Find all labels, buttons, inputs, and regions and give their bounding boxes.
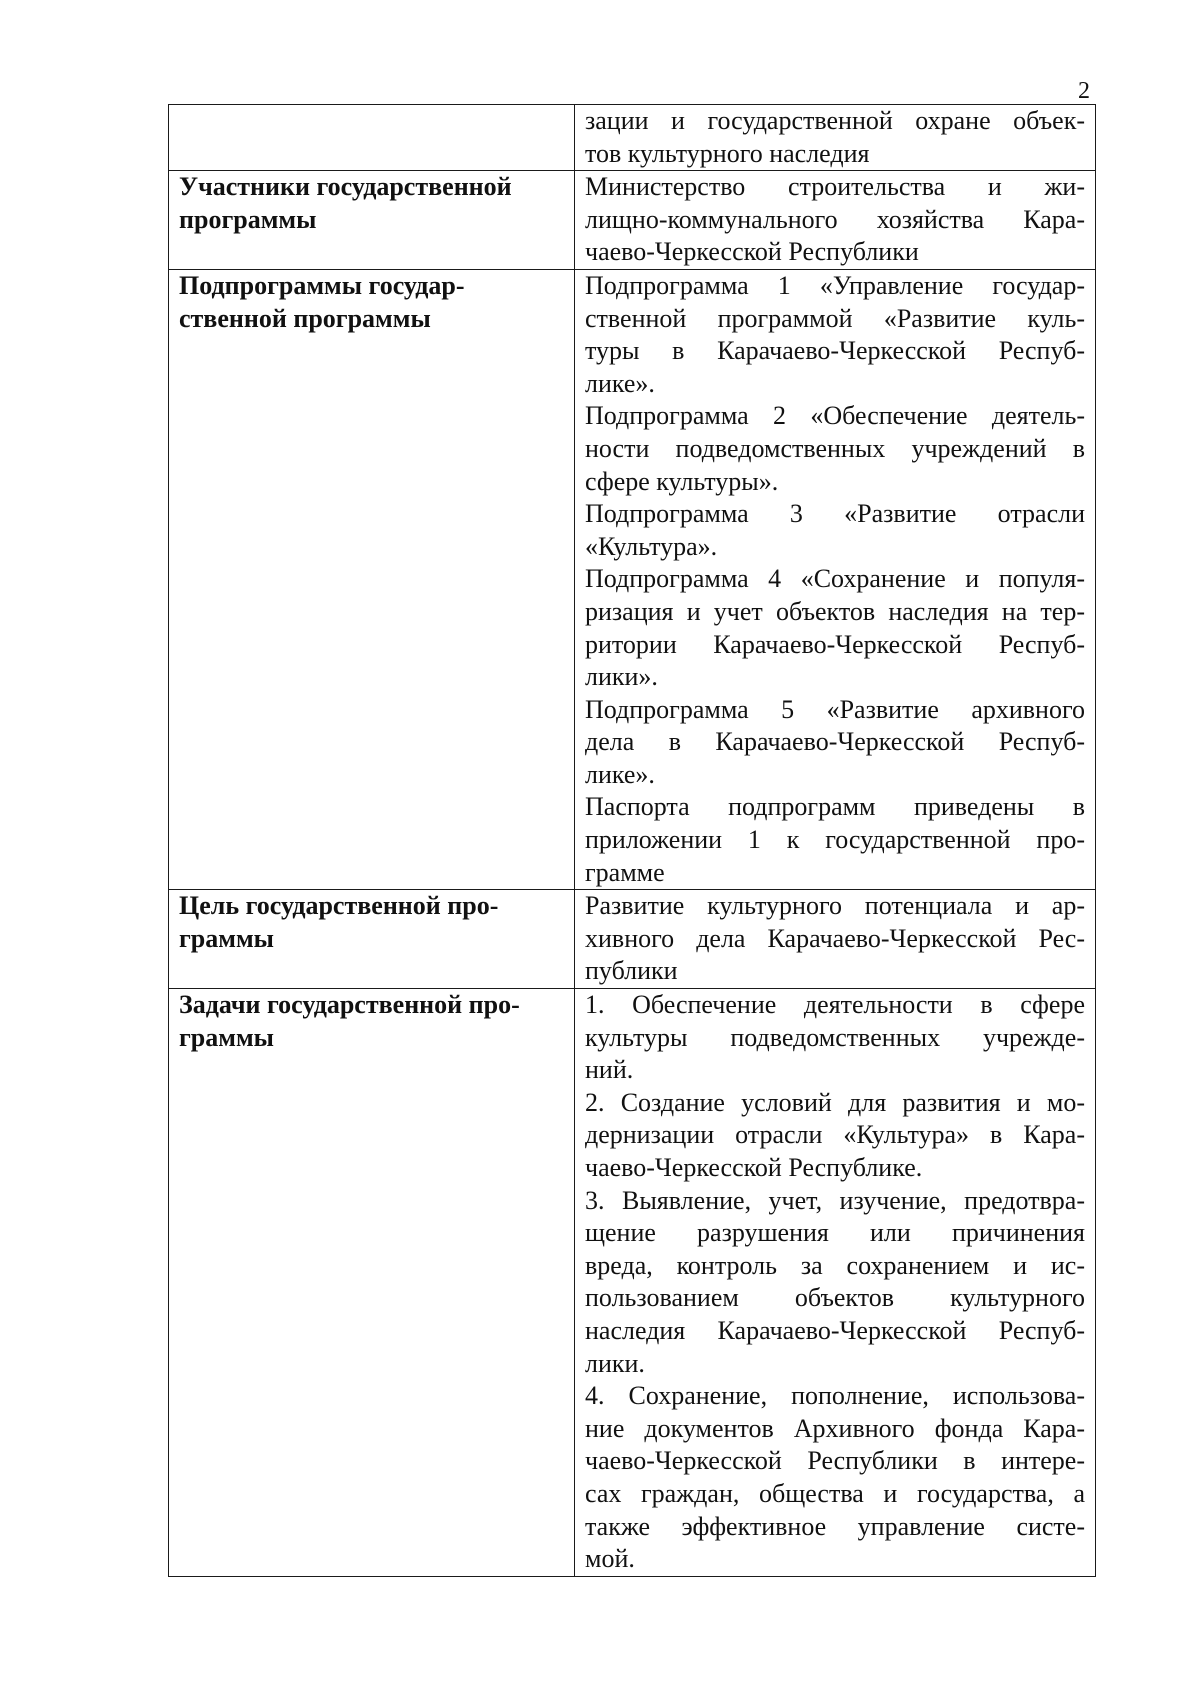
row-value-line: дела в Карачаево-Черкесской Респуб- — [585, 727, 1085, 757]
row-value-line: ние документов Архивного фонда Кара- — [585, 1413, 1085, 1443]
row-value-line: лике». — [585, 368, 655, 398]
row-value-line: 2. Создание условий для развития и мо- — [585, 1087, 1085, 1117]
row-goal — [169, 890, 1096, 989]
row-value-line: зации и государственной охране объек- — [585, 106, 1085, 135]
row-tasks — [169, 989, 1096, 1577]
row-value-line: 1. Обеспечение деятельности в сфере — [585, 990, 1085, 1020]
row-value-line: Подпрограмма 3 «Развитие отрасли — [585, 499, 1085, 529]
row-value-line: Паспорта подпрограмм приведены в — [585, 792, 1085, 822]
row-value-line: лике». — [585, 759, 655, 789]
row-value-line: туры в Карачаево-Черкесской Респуб- — [585, 336, 1085, 366]
row-value-line: дернизации отрасли «Культура» в Кара- — [585, 1120, 1085, 1150]
row-value-line: ности подведомственных учреждений в — [585, 433, 1085, 463]
row-value-line: хивного дела Карачаево-Черкесской Рес- — [585, 923, 1085, 953]
row-label-line: ственной программы — [179, 303, 431, 333]
row-value-cell — [575, 989, 1096, 1577]
row-value-line: 3. Выявление, учет, изучение, предотвра- — [585, 1185, 1085, 1215]
row-value-line: 4. Сохранение, пополнение, использова- — [585, 1381, 1085, 1411]
row-label-line: Задачи государственной про- — [179, 990, 520, 1020]
row-label-cell — [169, 105, 575, 171]
row-value-line: приложении 1 к государственной про- — [585, 825, 1085, 855]
page-number: 2 — [1078, 78, 1090, 104]
row-value-line: Подпрограмма 1 «Управление государ- — [585, 270, 1085, 300]
row-value-line: чаево-Черкесской Республике. — [585, 1153, 923, 1182]
row-value-line: мой. — [585, 1544, 635, 1574]
row-value-line: лищно-коммунального хозяйства Кара- — [585, 204, 1085, 234]
row-value-cell — [575, 105, 1096, 171]
row-value-cell — [575, 890, 1096, 989]
row-value-line: Подпрограмма 4 «Сохранение и популя- — [585, 564, 1085, 594]
row-value-cell — [575, 171, 1096, 270]
row-label-cell — [169, 890, 575, 989]
row-value-line: чаево-Черкесской Республики — [585, 237, 919, 267]
row-value-line: щение разрушения или причинения — [585, 1218, 1085, 1248]
row-label-line: Участники государственной — [179, 172, 512, 202]
program-passport-table — [168, 104, 1096, 1577]
row-value-line: культуры подведомственных учрежде- — [585, 1022, 1085, 1052]
row-value-line: Подпрограмма 5 «Развитие архивного — [585, 694, 1085, 724]
row-value-line: сфере культуры». — [585, 466, 779, 496]
row-value-line: «Культура». — [585, 531, 718, 561]
row-subprograms — [169, 269, 1096, 889]
row-label-cell — [169, 171, 575, 270]
row-value-line: Подпрограмма 2 «Обеспечение деятель- — [585, 401, 1085, 431]
row-value-line: сах граждан, общества и государства, а — [585, 1478, 1085, 1508]
row-value-line: Развитие культурного потенциала и ар- — [585, 891, 1085, 921]
row-value-line: ритории Карачаево-Черкесской Респуб- — [585, 629, 1085, 659]
row-label-line: Цель государственной про- — [179, 891, 499, 921]
row-value-line: тов культурного наследия — [585, 138, 870, 168]
row-label-line: граммы — [179, 1022, 274, 1052]
row-value-line: лики». — [585, 662, 658, 692]
row-implementer-continued — [169, 105, 1096, 171]
row-value-cell — [575, 269, 1096, 889]
row-value-line: чаево-Черкесской Республики в интере- — [585, 1446, 1085, 1476]
row-value-line: наследия Карачаево-Черкесской Респуб- — [585, 1315, 1085, 1345]
row-label-cell — [169, 269, 575, 889]
row-value-line: ний. — [585, 1055, 634, 1085]
row-label-line: граммы — [179, 923, 274, 953]
program-passport-table-body — [169, 105, 1096, 1577]
row-value-line: ризация и учет объектов наследия на тер- — [585, 596, 1085, 626]
row-value-line: ственной программой «Развитие куль- — [585, 303, 1085, 333]
row-value-line: лики. — [585, 1348, 645, 1378]
row-label-line: Подпрограммы государ- — [179, 270, 465, 300]
row-value-line: вреда, контроль за сохранением и ис- — [585, 1250, 1085, 1280]
row-value-line: пользованием объектов культурного — [585, 1283, 1085, 1313]
row-label-cell — [169, 989, 575, 1577]
row-participants — [169, 171, 1096, 270]
row-value-line: грамме — [585, 857, 665, 887]
row-label-line: программы — [179, 204, 317, 234]
row-value-line: публики — [585, 956, 678, 986]
row-value-line: также эффективное управление систе- — [585, 1511, 1085, 1541]
row-value-line: Министерство строительства и жи- — [585, 172, 1085, 202]
